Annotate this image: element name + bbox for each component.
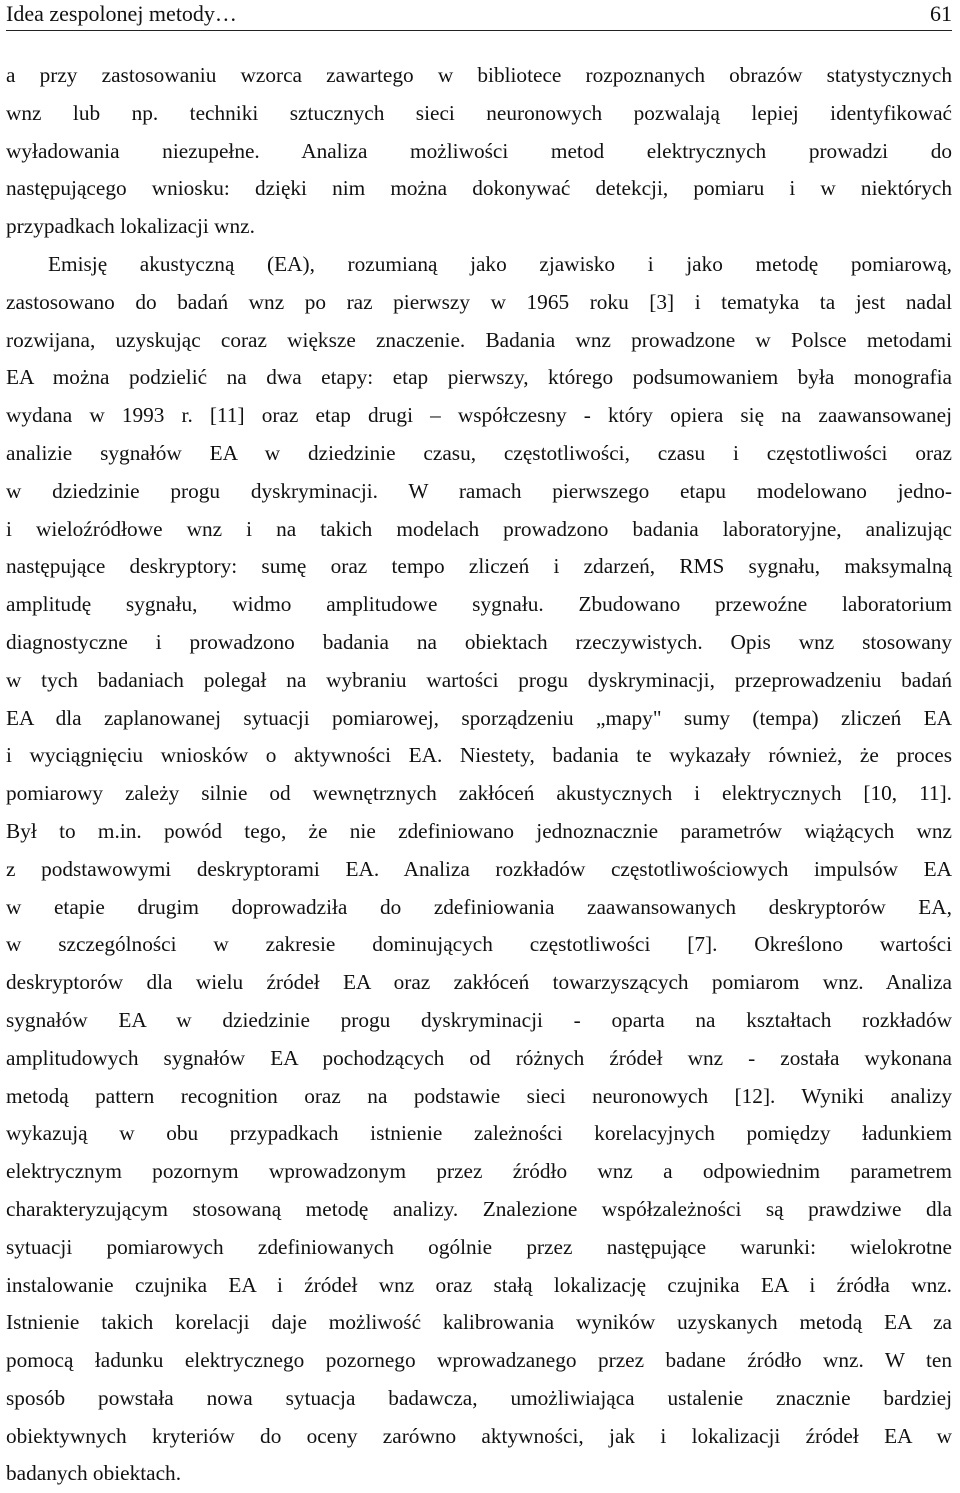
text-line: wyładowania niezupełne. Analiza możliwości metod elektrycznych prowadzi do xyxy=(6,138,952,163)
running-title: Idea zespolonej metody… xyxy=(6,1,237,26)
text-line: w tych badaniach polegał na wybraniu wartości progu dyskryminacji, przeprowadzeniu badań xyxy=(6,667,952,692)
text-line: Istnienie takich korelacji daje możliwość kalibrowania wyników uzyskanych metodą EA za xyxy=(6,1310,952,1335)
text-line: pomocą ładunku elektrycznego pozornego wprowadzanego przez badane źródło wnz. W ten xyxy=(6,1348,952,1373)
text-line: a przy zastosowaniu wzorca zawartego w bibliotece rozpoznanych obrazów statystycznych xyxy=(6,63,952,87)
text-line: wnz lub np. techniki sztucznych sieci neuronowych pozwalają lepiej identyfikować xyxy=(6,100,952,125)
text-line: analizie sygnałów EA w dziedzinie czasu, częstotliwości, czasu i częstotliwości oraz xyxy=(6,440,952,465)
text-line: instalowanie czujnika EA i źródeł wnz oraz stałą lokalizację czujnika EA i źródła wnz. xyxy=(6,1272,952,1297)
text-line: sposób powstała nowa sytuacja badawcza, umożliwiająca ustalenie znacznie bardziej xyxy=(6,1385,952,1410)
text-line: następujące deskryptory: sumę oraz tempo zliczeń i zdarzeń, RMS sygnału, maksymalną xyxy=(6,554,952,579)
text-line: metodą pattern recognition oraz na podstawie sieci neuronowych [12]. Wyniki analizy xyxy=(6,1083,952,1108)
text-line: EA można podzielić na dwa etapy: etap pierwszy, którego podsumowaniem była monografia xyxy=(6,365,952,390)
text-line: badanych obiektach. xyxy=(6,1461,182,1486)
text-line: amplitudę sygnału, widmo amplitudowe sygnału. Zbudowano przewoźne laboratorium xyxy=(6,592,952,617)
text-line: wydana w 1993 r. [11] oraz etap drugi – współczesny - który opiera się na zaawansowanej xyxy=(6,403,952,428)
text-line: i wyciągnięciu wniosków o aktywności EA. Niestety, badania te wykazały również, że proces xyxy=(6,743,952,768)
text-line: wykazują w obu przypadkach istnienie zależności korelacyjnych pomiędzy ładunkiem xyxy=(6,1121,952,1146)
text-line: pomiarowy zależy silnie od wewnętrznych zakłóceń akustycznych i elektrycznych [10, 11]. xyxy=(6,781,952,806)
text-line: następującego wniosku: dzięki nim można dokonywać detekcji, pomiaru i w niektórych xyxy=(6,176,952,201)
text-line: zastosowano do badań wnz po raz pierwszy w 1965 roku [3] i tematyka ta jest nadal xyxy=(6,289,952,314)
text-line: w szczególności w zakresie dominujących częstotliwości [7]. Określono wartości xyxy=(6,932,952,957)
text-line: przypadkach lokalizacji wnz. xyxy=(6,214,255,239)
text-line: sytuacji pomiarowych zdefiniowanych ogólnie przez następujące warunki: wielokrotne xyxy=(6,1234,952,1259)
page-number: 61 xyxy=(930,1,952,26)
text-line: Emisję akustyczną (EA), rozumianą jako zjawisko i jako metodę pomiarową, xyxy=(48,251,952,276)
text-line: obiektywnych kryteriów do oceny zarówno aktywności, jak i lokalizacji źródeł EA w xyxy=(6,1423,952,1448)
text-line: diagnostyczne i prowadzono badania na obiektach rzeczywistych. Opis wnz stosowany xyxy=(6,629,952,654)
text-line: EA dla zaplanowanej sytuacji pomiarowej, sporządzeniu „mapy" sumy (tempa) zliczeń EA xyxy=(6,705,952,730)
body-text xyxy=(6,57,952,1493)
text-line: w dziedzinie progu dyskryminacji. W ramach pierwszego etapu modelowano jedno- xyxy=(6,478,952,503)
text-line: deskryptorów dla wielu źródeł EA oraz zakłóceń towarzyszących pomiarom wnz. Analiza xyxy=(6,970,952,995)
text-line: i wieloźródłowe wnz i na takich modelach prowadzono badania laboratoryjne, analizując xyxy=(6,516,952,541)
text-line: w etapie drugim doprowadziła do zdefiniowania zaawansowanych deskryptorów EA, xyxy=(6,894,952,919)
text-line: sygnałów EA w dziedzinie progu dyskryminacji - oparta na kształtach rozkładów xyxy=(6,1007,952,1032)
text-line: rozwijana, uzyskując coraz większe znaczenie. Badania wnz prowadzone w Polsce metodami xyxy=(6,327,952,352)
text-line: z podstawowymi deskryptorami EA. Analiza rozkładów częstotliwościowych impulsów EA xyxy=(6,856,952,881)
text-line: charakteryzującym stosowaną metodę analizy. Znalezione współzależności są prawdziwe dla xyxy=(6,1196,952,1221)
text-line: Był to m.in. powód tego, że nie zdefiniowano jednoznacznie parametrów wiążących wnz xyxy=(6,818,952,843)
running-header xyxy=(6,0,952,31)
text-line: amplitudowych sygnałów EA pochodzących od różnych źródeł wnz - została wykonana xyxy=(6,1045,952,1070)
text-line: elektrycznym pozornym wprowadzonym przez źródło wnz a odpowiednim parametrem xyxy=(6,1159,952,1184)
